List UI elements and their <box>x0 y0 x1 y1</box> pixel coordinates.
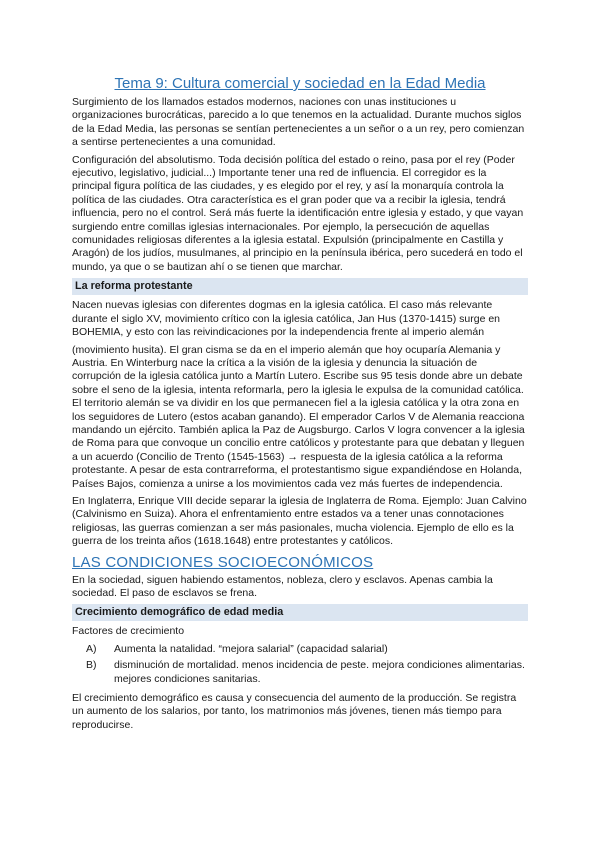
reforma-paragraph: (movimiento husita). El gran cisma se da en el imperio alemán que hoy ocuparía Alemania y Austria. En Winterburg nace la crítica a la visión de la iglesia y denuncia la situación de corrupción de la iglesia católica junto a Martín Lutero. Escribe sus 95 tesis donde abre un debate sobre el seno de la iglesia, intenta reformarla, pero la iglesia le expulsa de la comunidad católica. El territorio alemán se va dividir en los que permanecen fiel a la iglesia católica y la otra zona en los seguidores de Lutero (estos acaban ganando). El emperador Carlos V de Alemania reacciona mandando un ejército. También aplica la Paz de Augsburgo. Carlos V logra convencer a la iglesia de Roma para que convoque un concilio entre católicos y protestante para que debatan y lleguen a un acuerdo (Concilio de Trento (1545-1563) → respuesta de la iglesia católica a la reforma protestante. A pesar de esta contrarreforma, el protestantismo sigue expandiéndose en Holanda, Países Bajos, comienza a unirse a los movimientos cada vez más fuertes de independencia. <box>72 343 525 490</box>
reforma-paragraph: Nacen nuevas iglesias con diferentes dogmas en la iglesia católica. El caso más relevante durante el siglo XV, movimiento crítico con la iglesia católica, Jan Hus (1370-1415) surge en BOHEMIA, y esto con las reivindicaciones por la independencia frente al imperio alemán <box>72 299 501 339</box>
list-item <box>72 643 528 656</box>
list-item-text: Aumenta la natalidad. “mejora salarial” (capacidad salarial) <box>114 642 388 655</box>
factors-label: Factores de crecimiento <box>72 625 185 638</box>
intro-paragraph: Surgimiento de los llamados estados modernos, naciones con unas instituciones u organizaciones burocráticas, parecido a lo que tenemos en la actualidad. Durante muchos siglos de la Edad Media, las personas se sentían pertenecientes a un señor o a un rey, pero comienzan a sentirse pertenecientes a una comunidad. <box>72 96 525 149</box>
section-heading-reforma: La reforma protestante <box>72 278 528 295</box>
list-marker: B) <box>86 659 97 672</box>
section-heading-condiciones: LAS CONDICIONES SOCIOECONÓMICOS <box>72 553 374 571</box>
factors-list <box>72 643 528 686</box>
list-item <box>72 659 528 686</box>
section-heading-crecimiento: Crecimiento demográfico de edad media <box>72 604 528 621</box>
absolutismo-paragraph: Configuración del absolutismo. Toda decisión política del estado o reino, pasa por el rey (Poder ejecutivo, legislativo, judicial...) Importante tener una red de influencia. El corregidor es la principal figura política de las ciudades, y es elegido por el rey, y así la monarquía controla la política de las ciudades. Otra característica es el gran poder que va a recibir la iglesia, tendrá influencia, pero no el control. Será más fuerte la identificación entre iglesia y estado, y que vayan surgiendo entre comillas iglesias internacionales. Por ejemplo, la persecución de aquellas comunidades religiosas diferentes a la iglesia estatal. Expulsión (principalmente en Castilla y Aragón) de los judíos, musulmanes, al principio en la península ibérica, pero sucederá en todo el mundo, ya que o se bautizan ahí o se tienen que marchar. <box>72 153 524 273</box>
document-body <box>72 75 528 736</box>
page-title: Tema 9: Cultura comercial y sociedad en la Edad Media <box>114 75 486 92</box>
list-marker: A) <box>86 642 97 655</box>
crecimiento-closing-paragraph: El crecimiento demográfico es causa y consecuencia del aumento de la producción. Se registra un aumento de los salarios, por tanto, los matrimonios más jóvenes, tienen más tiempo para reproducirse. <box>72 692 517 731</box>
condiciones-paragraph: En la sociedad, siguen habiendo estamentos, nobleza, clero y esclavos. Apenas cambia la sociedad. El paso de esclavos se frena. <box>72 573 493 599</box>
list-item-text: disminución de mortalidad. menos incidencia de peste. mejora condiciones alimentarias. mejores condiciones sanitarias. <box>114 659 525 685</box>
reforma-paragraph: En Inglaterra, Enrique VIII decide separar la iglesia de Inglaterra de Roma. Ejemplo: Juan Calvino (Calvinismo en Suiza). Ahora el enfrentamiento entre estados va a tener unas connotaciones religiosas, las guerras comienzan a ser más pasionales, mucha violencia. Ejemplo de ello es la guerra de los treinta años (1618.1648) entre protestantes y católicos. <box>72 494 527 548</box>
